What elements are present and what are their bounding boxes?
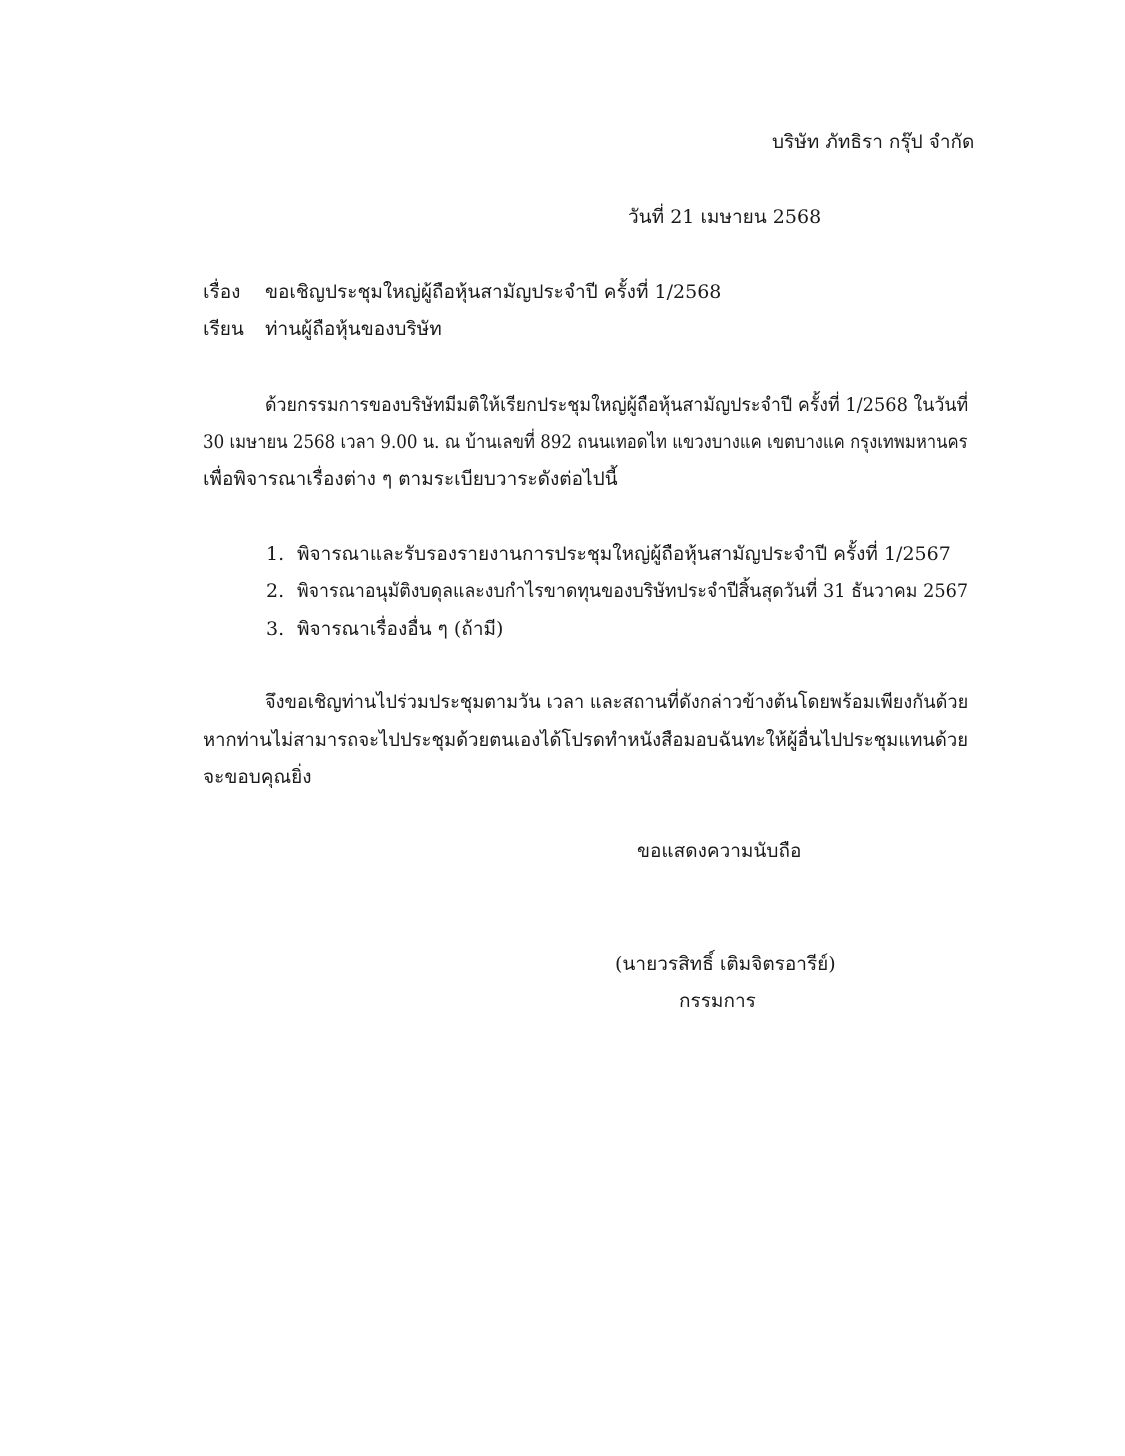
- subject-text: ขอเชิญประชุมใหญ่ผู้ถือหุ้นสามัญประจำปี ครั้งที่ 1/2568: [265, 281, 722, 303]
- agenda-item: พิจารณาเรื่องอื่น ๆ (ถ้ามี): [297, 618, 504, 640]
- company-name: บริษัท ภัทธิรา กรุ๊ป จำกัด: [772, 131, 975, 153]
- subject-label: เรื่อง: [203, 281, 241, 303]
- agenda-item: พิจารณาและรับรองรายงานการประชุมใหญ่ผู้ถือหุ้นสามัญประจำปี ครั้งที่ 1/2567: [297, 543, 951, 565]
- invitation-line: จึงขอเชิญท่านไปร่วมประชุมตามวัน เวลา และสถานที่ดังกล่าวข้างต้นโดยพร้อมเพียงกันด้วย: [265, 691, 969, 713]
- signer-title: กรรมการ: [679, 990, 756, 1012]
- invitation-line: หากท่านไม่สามารถจะไปประชุมด้วยตนเองได้โปรดทำหนังสือมอบฉันทะให้ผู้อื่นไปประชุมแทนด้วย: [203, 729, 969, 751]
- agenda-number: 1.: [266, 543, 285, 565]
- signer-name: (นายวรสิทธิ์ เติมจิตรอารีย์): [615, 953, 836, 975]
- closing-text: ขอแสดงความนับถือ: [637, 840, 802, 862]
- agenda-number: 3.: [266, 618, 285, 640]
- intro-line: เพื่อพิจารณาเรื่องต่าง ๆ ตามระเบียบวาระดังต่อไปนี้: [203, 468, 618, 490]
- intro-line: 30 เมษายน 2568 เวลา 9.00 น. ณ บ้านเลขที่ 892 ถนนเทอดไท แขวงบางแค เขตบางแค กรุงเทพมหานคร: [203, 431, 968, 453]
- intro-line: ด้วยกรรมการของบริษัทมีมติให้เรียกประชุมใหญ่ผู้ถือหุ้นสามัญประจำปี ครั้งที่ 1/2568 ในวันที่: [265, 394, 969, 416]
- letter-date: วันที่ 21 เมษายน 2568: [628, 206, 822, 228]
- agenda-item: พิจารณาอนุมัติงบดุลและงบกำไรขาดทุนของบริษัทประจำปีสิ้นสุดวันที่ 31 ธันวาคม 2567: [297, 580, 969, 602]
- recipient-label: เรียน: [203, 318, 244, 340]
- invitation-line: จะขอบคุณยิ่ง: [203, 766, 312, 788]
- recipient-text: ท่านผู้ถือหุ้นของบริษัท: [265, 318, 442, 340]
- agenda-number: 2.: [266, 580, 285, 602]
